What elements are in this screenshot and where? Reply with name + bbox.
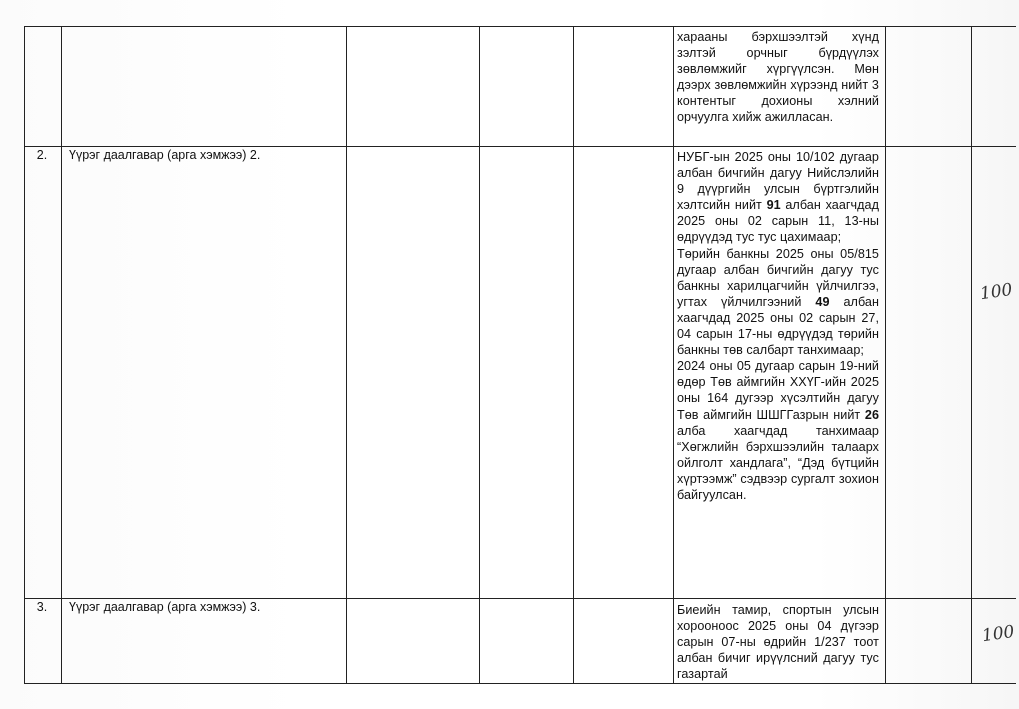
result-cell-continued	[677, 29, 879, 126]
table-top-border	[24, 26, 1016, 27]
highlight-number: 91	[766, 198, 781, 213]
column-divider	[573, 26, 574, 684]
column-divider	[885, 26, 886, 684]
handwritten-score: 100	[980, 621, 1016, 647]
column-divider	[971, 26, 972, 684]
task-title: Үүрэг даалгавар (арга хэмжээ) 2.	[69, 148, 261, 162]
result-cell-row-3	[677, 602, 879, 682]
column-divider	[479, 26, 480, 684]
column-divider	[24, 26, 25, 684]
highlight-number: 49	[815, 294, 830, 309]
row-number: 3.	[36, 600, 48, 614]
row-number: 2.	[36, 148, 48, 162]
result-paragraph: НУБГ-ын 2025 оны 10/102 дугаар албан бичгийн дагуу Нийслэлийн 9 дүүргийн улсын бүртгэлийн хэлтсийн нийт 91 албан хаагчдад 2025 оны 02 сарын 11, 13-ны өдрүүдэд тус тус цахимаар;	[677, 150, 879, 245]
result-text: харааны бэрхшээлтэй хүнд зэлтэй орчныг бүрдүүлэх зөвлөмжийг хүргүүлсэн. Мөн дээрх зөвлөмжийн хүрээнд нийт 3 контентыг дохионы хэлний орчуулга хийж ажилласан.	[677, 30, 879, 125]
result-cell-row-2	[677, 149, 879, 503]
result-text: Биеийн тамир, спортын улсын хорооноос 2025 оны 04 дүгээр сарын 07-ны өдрийн 1/237 тоот албан бичиг ирүүлсний дагуу тус газартай	[677, 603, 879, 682]
result-paragraph: 2024 оны 05 дугаар сарын 19-ний өдөр Төв аймгийн ХХҮГ-ийн 2025 оны 164 дугээр хүсэлтийн дагуу Төв аймгийн ШШГГазрын нийт 26 алба хаагчдад танхимаар “Хөгжлийн бэрхшээлийн талаарх ойлголт хандлага”, “Дэд бүтцийн хүртээмж” сэдвээр сургалт зохион байгуулсан.	[677, 359, 879, 502]
table-bottom-border	[24, 683, 1016, 684]
column-divider	[346, 26, 347, 684]
result-paragraph: Төрийн банкны 2025 оны 05/815 дугаар албан бичгийн дагуу тус банкны харилцагчийн үйлчилгээ, угтах үйлчилгээний 49 албан хаагчдад 2025 оны 02 сарын 27, 04 сарын 17-ны өдрүүдэд төрийн банкны төв салбарт танхимаар;	[677, 246, 879, 358]
highlight-number: 26	[864, 407, 879, 422]
column-divider	[61, 26, 62, 684]
task-title: Үүрэг даалгавар (арга хэмжээ) 3.	[69, 600, 261, 614]
handwritten-score: 100	[978, 279, 1014, 305]
column-divider	[673, 26, 674, 684]
